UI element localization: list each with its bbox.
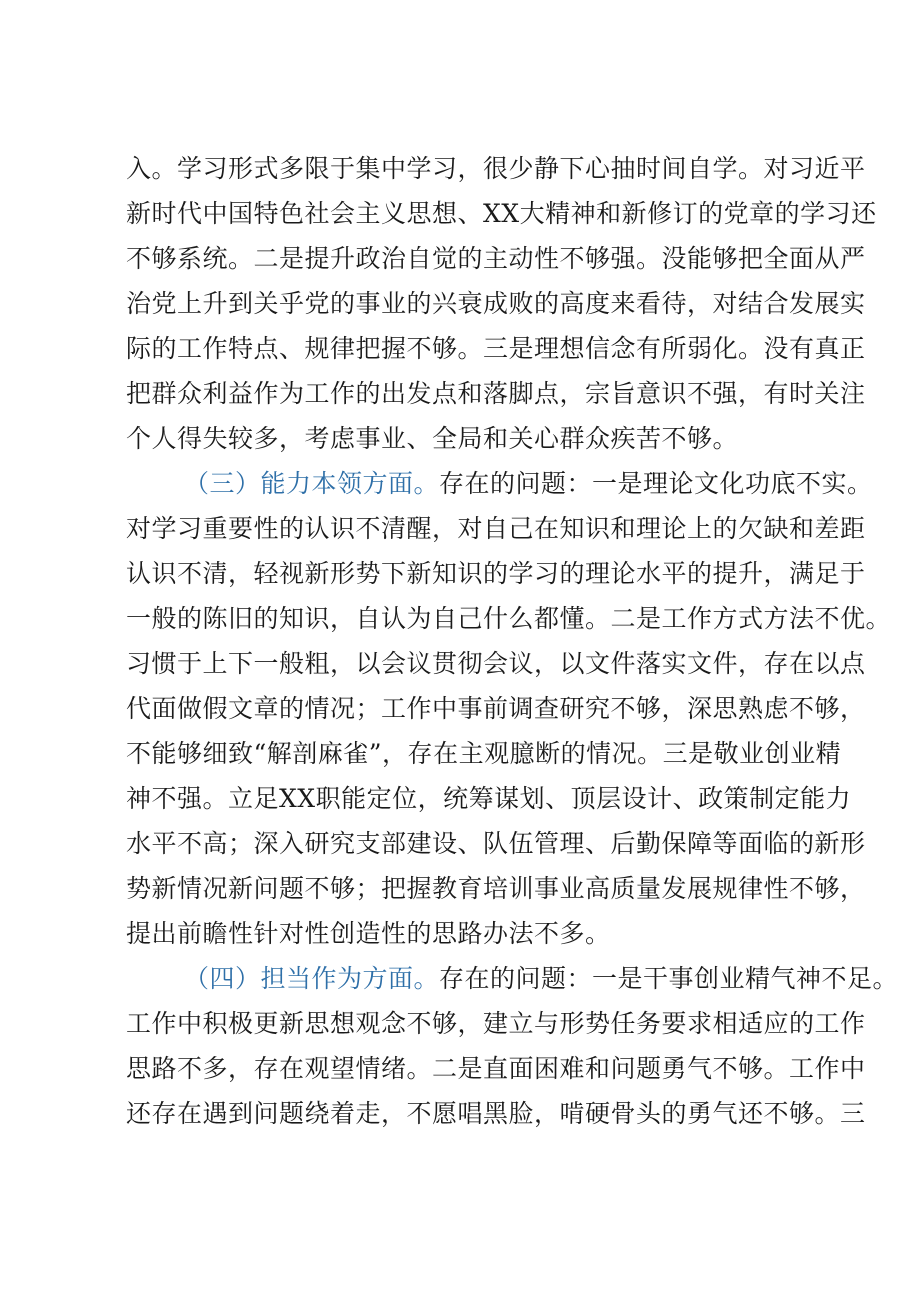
text-line: 际的工作特点、规律把握不够。三是理想信念有所弱化。没有真正 — [126, 334, 866, 363]
text-line: 把群众利益作为工作的出发点和落脚点，宗旨意识不强，有时关注 — [126, 379, 866, 408]
text-line: 工作中积极更新思想观念不够，建立与形势任务要求相适应的工作 — [126, 1009, 866, 1038]
text-line: 神不强。立足XX职能定位，统筹谋划、顶层设计、政策制定能力 — [126, 784, 852, 813]
text-line: 个人得失较多，考虑事业、全局和关心群众疾苦不够。 — [126, 424, 739, 453]
section-3-first-line — [126, 461, 873, 506]
section-3-heading: （三）能力本领方面。 — [184, 469, 440, 498]
text-line: 习惯于上下一般粗，以会议贯彻会议，以文件落实文件，存在以点 — [126, 649, 866, 678]
text-line: 势新情况新问题不够；把握教育培训事业高质量发展规律性不够， — [126, 874, 866, 903]
section-4-intro: 存在的问题：一是干事创业精气神不足。 — [439, 964, 899, 993]
text-line: 认识不清，轻视新形势下新知识的学习的理论水平的提升，满足于 — [126, 559, 866, 588]
text-line: 对学习重要性的认识不清醒，对自己在知识和理论上的欠缺和差距 — [126, 514, 866, 543]
text-line: 不能够细致“解剖麻雀”，存在主观臆断的情况。三是敬业创业精 — [126, 739, 842, 768]
text-line: 新时代中国特色社会主义思想、XX大精神和新修订的党章的学习还 — [126, 199, 877, 228]
section-3-intro: 存在的问题：一是理论文化功底不实。 — [439, 469, 873, 498]
text-line: 入。学习形式多限于集中学习，很少静下心抽时间自学。对习近平 — [126, 154, 866, 183]
text-line: 代面做假文章的情况；工作中事前调查研究不够，深思熟虑不够， — [126, 694, 866, 723]
section-4-heading: （四）担当作为方面。 — [184, 964, 440, 993]
text-line: 思路不多，存在观望情绪。二是直面困难和问题勇气不够。工作中 — [126, 1054, 866, 1083]
text-line: 一般的陈旧的知识，自认为自己什么都懂。二是工作方式方法不优。 — [126, 604, 892, 633]
text-line: 不够系统。二是提升政治自觉的主动性不够强。没能够把全面从严 — [126, 244, 866, 273]
section-4-first-line — [126, 956, 899, 1001]
text-line: 治党上升到关乎党的事业的兴衰成败的高度来看待，对结合发展实 — [126, 289, 866, 318]
text-line: 水平不高；深入研究支部建设、队伍管理、后勤保障等面临的新形 — [126, 829, 866, 858]
body-text — [126, 146, 899, 1136]
text-line: 提出前瞻性针对性创造性的思路办法不多。 — [126, 919, 611, 948]
text-line: 还存在遇到问题绕着走，不愿唱黑脸，啃硬骨头的勇气还不够。三 — [126, 1099, 866, 1128]
